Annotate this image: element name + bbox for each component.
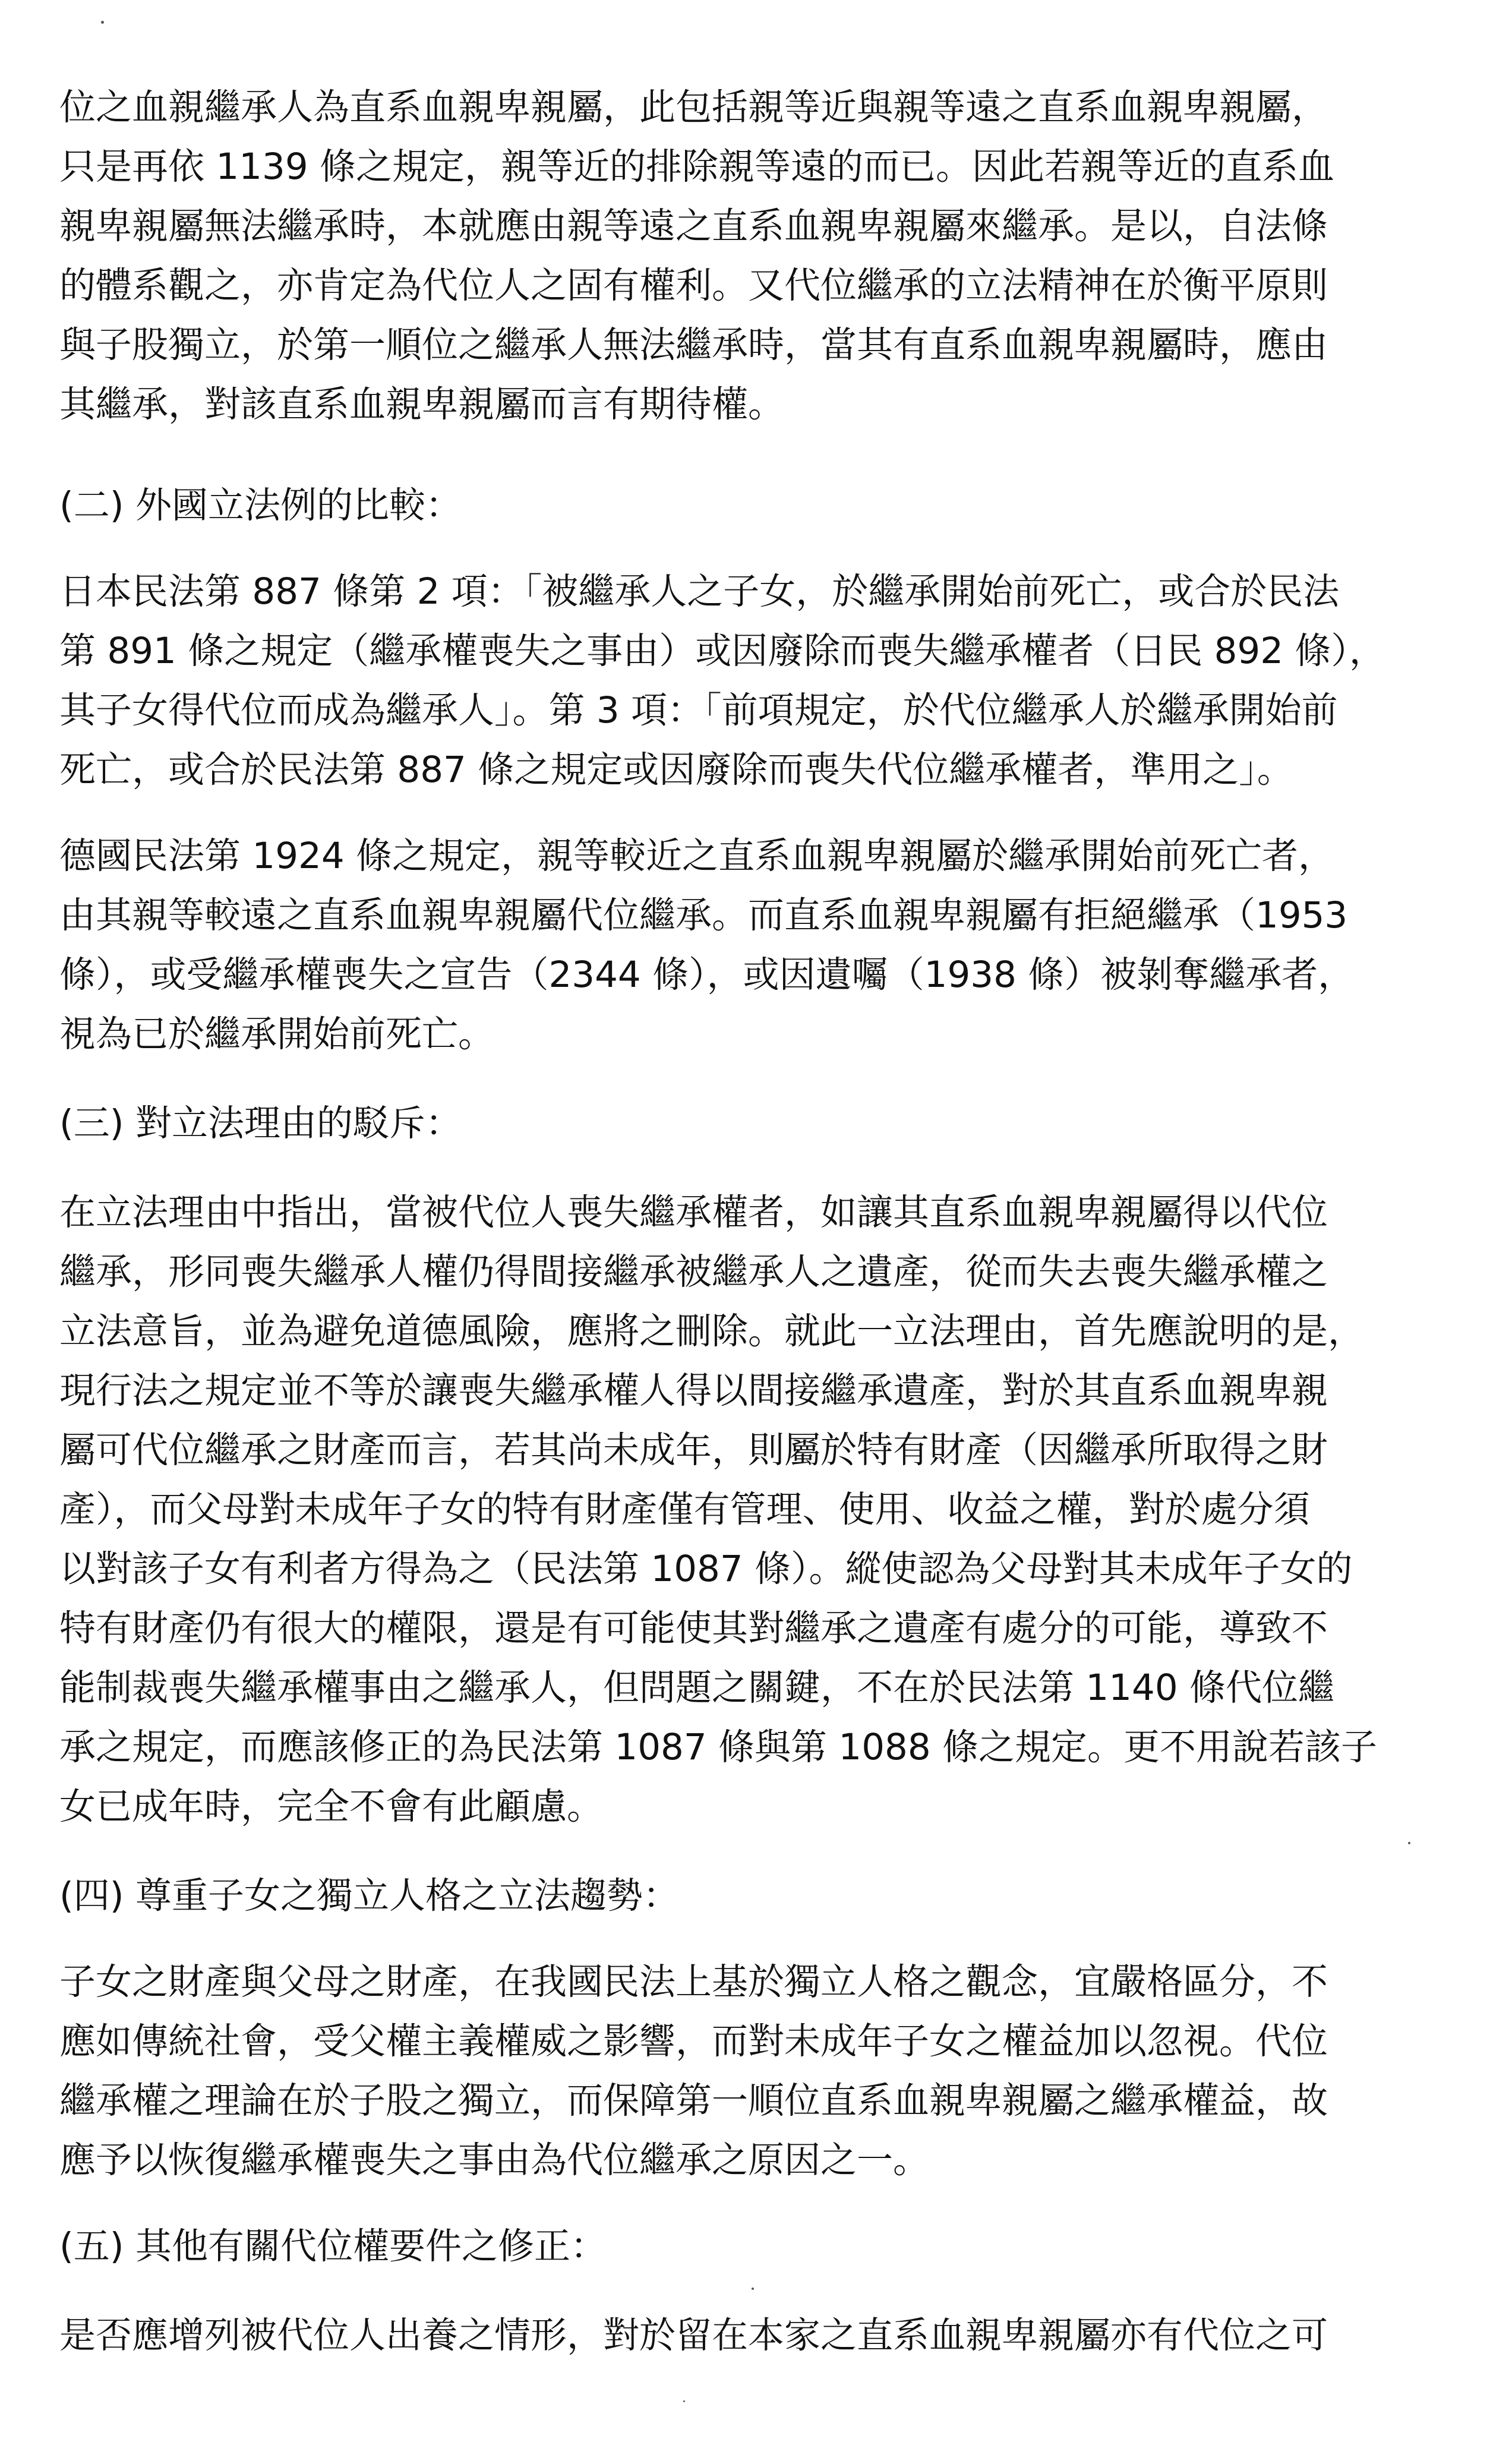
text-line: 立法意旨，並為避免道德風險，應將之刪除。就此一立法理由，首先應說明的是， [59,1310,1365,1352]
section-heading: (二) 外國立法例的比較： [59,484,462,526]
text-line: 視為已於繼承開始前死亡。 [59,1013,495,1055]
text-line: 是否應增列被代位人出養之情形，對於留在本家之直系血親卑親屬亦有代位之可 [59,2314,1328,2356]
text-line: 繼承權之理論在於子股之獨立，而保障第一順位直系血親卑親屬之繼承權益，故 [59,2080,1328,2122]
text-line: 女已成年時，完全不會有此顧慮。 [59,1785,604,1828]
scan-speck [683,2400,685,2402]
scan-speck [752,2288,754,2290]
text-line: 的體系觀之，亦肯定為代位人之固有權利。又代位繼承的立法精神在於衡平原則 [59,264,1328,307]
section-heading: (四) 尊重子女之獨立人格之立法趨勢： [59,1875,679,1917]
text-line: 繼承，形同喪失繼承人權仍得間接繼承被繼承人之遺產，從而失去喪失繼承權之 [59,1251,1328,1293]
text-line: 與子股獨立，於第一順位之繼承人無法繼承時，當其有直系血親卑親屬時，應由 [59,324,1328,366]
text-line: 現行法之規定並不等於讓喪失繼承權人得以間接繼承遺產，對於其直系血親卑親 [59,1370,1328,1412]
text-line: 條），或受繼承權喪失之宣告（2344 條），或因遺囑（1938 條）被剝奪繼承者， [59,954,1355,996]
scan-speck [101,21,104,24]
text-line: 其子女得代位而成為繼承人」。第 3 項：「前項規定，於代位繼承人於繼承開始前 [59,689,1338,731]
text-line: 能制裁喪失繼承權事由之繼承人，但問題之關鍵，不在於民法第 1140 條代位繼 [59,1667,1335,1709]
text-line: 德國民法第 1924 條之規定，親等較近之直系血親卑親屬於繼承開始前死亡者， [59,835,1335,877]
text-line: 親卑親屬無法繼承時，本就應由親等遠之直系血親卑親屬來繼承。是以，自法條 [59,205,1328,247]
text-line: 只是再依 1139 條之規定，親等近的排除親等遠的而已。因此若親等近的直系血 [59,146,1335,188]
scan-speck [1408,1842,1410,1844]
text-line: 承之規定，而應該修正的為民法第 1087 條與第 1088 條之規定。更不用說若該子 [59,1726,1378,1768]
text-line: 死亡，或合於民法第 887 條之規定或因廢除而喪失代位繼承權者，準用之」。 [59,749,1293,791]
text-line: 位之血親繼承人為直系血親卑親屬，此包括親等近與親等遠之直系血親卑親屬， [59,86,1328,128]
text-line: 第 891 條之規定（繼承權喪失之事由）或因廢除而喪失繼承權者（日民 892 條）， [59,630,1385,672]
text-line: 特有財產仍有很大的權限，還是有可能使其對繼承之遺產有處分的可能，導致不 [59,1607,1328,1649]
section-heading: (三) 對立法理由的駁斥： [59,1102,462,1144]
text-line: 以對該子女有利者方得為之（民法第 1087 條）。縱使認為父母對其未成年子女的 [59,1548,1353,1590]
text-line: 子女之財產與父母之財產，在我國民法上基於獨立人格之觀念，宜嚴格區分，不 [59,1961,1328,2003]
text-line: 應予以恢復繼承權喪失之事由為代位繼承之原因之一。 [59,2139,930,2181]
text-line: 產），而父母對未成年子女的特有財產僅有管理、使用、收益之權，對於處分須 [59,1488,1310,1531]
text-line: 由其親等較遠之直系血親卑親屬代位繼承。而直系血親卑親屬有拒絕繼承（1953 [59,894,1348,936]
text-line: 應如傳統社會，受父權主義權威之影響，而對未成年子女之權益加以忽視。代位 [59,2020,1328,2062]
text-line: 日本民法第 887 條第 2 項：「被繼承人之子女，於繼承開始前死亡，或合於民法 [59,570,1340,613]
text-line: 屬可代位繼承之財產而言，若其尚未成年，則屬於特有財產（因繼承所取得之財 [59,1429,1328,1471]
text-line: 在立法理由中指出，當被代位人喪失繼承權者，如讓其直系血親卑親屬得以代位 [59,1191,1328,1233]
section-heading: (五) 其他有關代位權要件之修正： [59,2225,607,2267]
text-line: 其繼承，對該直系血親卑親屬而言有期待權。 [59,383,785,425]
